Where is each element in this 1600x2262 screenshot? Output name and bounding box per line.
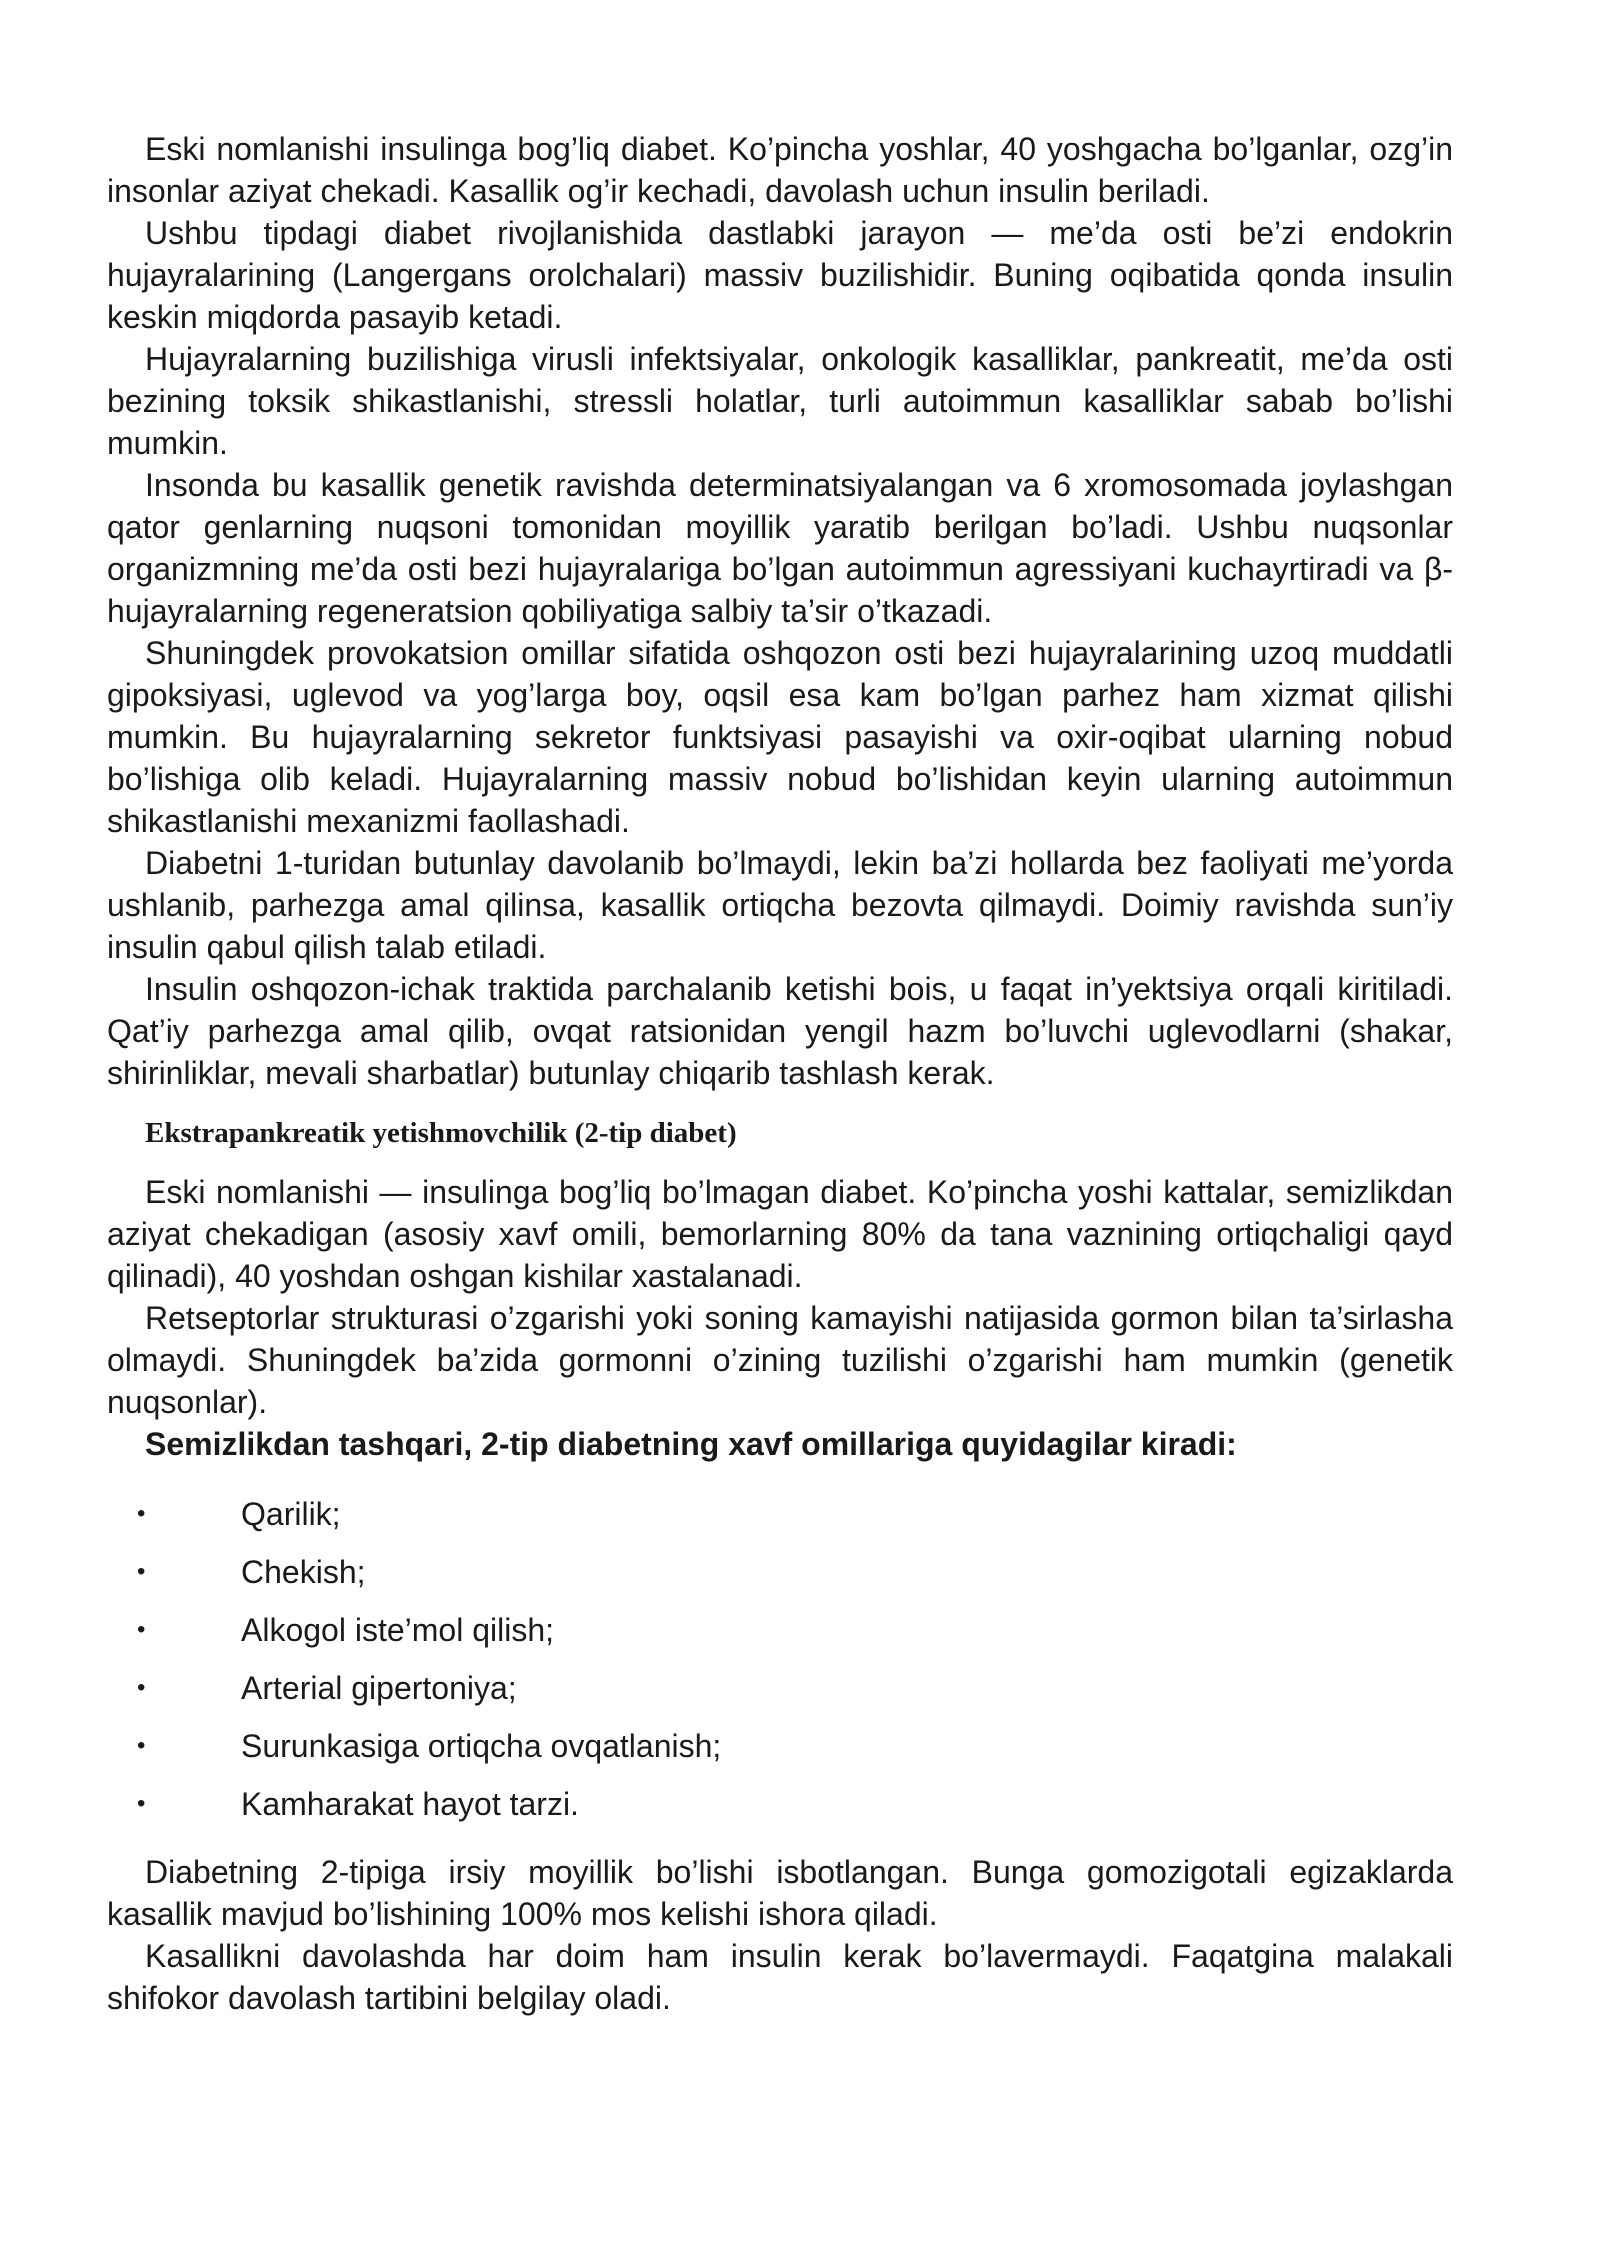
paragraph-type2-treatment: Kasallikni davolashda har doim ham insulin kerak bo’lavermaydi. Faqatgina malakali shifokor davolash tartibini belgilay oladi. <box>107 1938 1453 2016</box>
section-heading-type2: Ekstrapankreatik yetishmovchilik (2-tip diabet) <box>145 1117 737 1149</box>
list-item <box>107 1667 1453 1725</box>
risk-factors-heading: Semizlikdan tashqari, 2-tip diabetning xavf omillariga quyidagilar kiradi: <box>145 1426 1237 1462</box>
risk-factors-list <box>107 1493 1453 1841</box>
list-item <box>107 1725 1453 1783</box>
list-item-text: Surunkasiga ortiqcha ovqatlanish; <box>241 1728 722 1764</box>
list-item <box>107 1493 1453 1551</box>
list-item-text: Arterial gipertoniya; <box>241 1670 517 1706</box>
bullet-icon: • <box>137 1732 146 1759</box>
list-item-text: Chekish; <box>241 1554 366 1590</box>
list-item <box>107 1551 1453 1609</box>
list-item <box>107 1609 1453 1667</box>
list-item-text: Kamharakat hayot tarzi. <box>241 1786 579 1822</box>
paragraph-type2-receptors: Retseptorlar strukturasi o’zgarishi yoki soning kamayishi natijasida gormon bilan ta’sirlasha olmaydi. Shuningdek ba’zida gormonni o’zining tuzilishi o’zgarishi ham mumkin (genetik nuqsonlar). <box>107 1300 1453 1420</box>
bullet-icon: • <box>137 1790 146 1817</box>
paragraph-type1-intro: Eski nomlanishi insulinga bog’liq diabet. Ko’pincha yoshlar, 40 yoshgacha bo’lganlar, ozg’in insonlar aziyat chekadi. Kasallik og’ir kechadi, davolash uchun insulin beriladi. <box>107 131 1453 209</box>
paragraph-type1-mechanism: Ushbu tipdagi diabet rivojlanishida dastlabki jarayon — me’da osti be’zi endokrin hujayralarining (Langergans orolchalari) massiv buzilishidir. Buning oqibatida qonda insulin keskin miqdorda pasayib ketadi. <box>107 215 1453 335</box>
list-item-text: Qarilik; <box>241 1496 341 1532</box>
paragraph-type1-insulin: Insulin oshqozon-ichak traktida parchalanib ketishi bois, u faqat in’yektsiya orqali kiritiladi. Qat’iy parhezga amal qilib, ovqat ratsionidan yengil hazm bo’luvchi uglevodlarni (shakar, shirinliklar, mevali sharbatlar) butunlay chiqarib tashlash kerak. <box>107 971 1453 1091</box>
paragraph-type2-heredity: Diabetning 2-tipiga irsiy moyillik bo’lishi isbotlangan. Bunga gomozigotali egizaklarda kasallik mavjud bo’lishining 100% mos kelishi ishora qiladi. <box>107 1854 1453 1932</box>
paragraph-type2-intro: Eski nomlanishi — insulinga bog’liq bo’lmagan diabet. Ko’pincha yoshi kattalar, semizlikdan aziyat chekadigan (asosiy xavf omili, bemorlarning 80% da tana vaznining ortiqchaligi qayd qilinadi), 40 yoshdan oshgan kishilar xastalanadi. <box>107 1174 1453 1294</box>
paragraph-type1-causes: Hujayralarning buzilishiga virusli infektsiyalar, onkologik kasalliklar, pankreatit, me’da osti bezining toksik shikastlanishi, stressli holatlar, turli autoimmun kasalliklar sabab bo’lishi mumkin. <box>107 341 1453 461</box>
bullet-icon: • <box>137 1616 146 1643</box>
document-page <box>107 128 1453 2019</box>
bullet-icon: • <box>137 1500 146 1527</box>
bullet-icon: • <box>137 1674 146 1701</box>
bullet-icon: • <box>137 1558 146 1585</box>
paragraph-type1-treatment: Diabetni 1-turidan butunlay davolanib bo’lmaydi, lekin ba’zi hollarda bez faoliyati me’yorda ushlanib, parhezga amal qilinsa, kasallik ortiqcha bezovta qilmaydi. Doimiy ravishda sun’iy insulin qabul qilish talab etiladi. <box>107 845 1453 965</box>
list-item <box>107 1783 1453 1841</box>
paragraph-type1-provocation: Shuningdek provokatsion omillar sifatida oshqozon osti bezi hujayralarining uzoq muddatli gipoksiyasi, uglevod va yog’larga boy, oqsil esa kam bo’lgan parhez ham xizmat qilishi mumkin. Bu hujayralarning sekretor funktsiyasi pasayishi va oxir-oqibat ularning nobud bo’lishiga olib keladi. Hujayralarning massiv nobud bo’lishidan keyin ularning autoimmun shikastlanishi mexanizmi faollashadi. <box>107 635 1453 839</box>
list-item-text: Alkogol iste’mol qilish; <box>241 1612 555 1648</box>
paragraph-type1-genetics: Insonda bu kasallik genetik ravishda determinatsiyalangan va 6 xromosomada joylashgan qator genlarning nuqsoni tomonidan moyillik yaratib berilgan bo’ladi. Ushbu nuqsonlar organizmning me’da osti bezi hujayralariga bo’lgan autoimmun agressiyani kuchayrtiradi va β-hujayralarning regeneratsion qobiliyatiga salbiy ta’sir o’tkazadi. <box>107 467 1453 629</box>
